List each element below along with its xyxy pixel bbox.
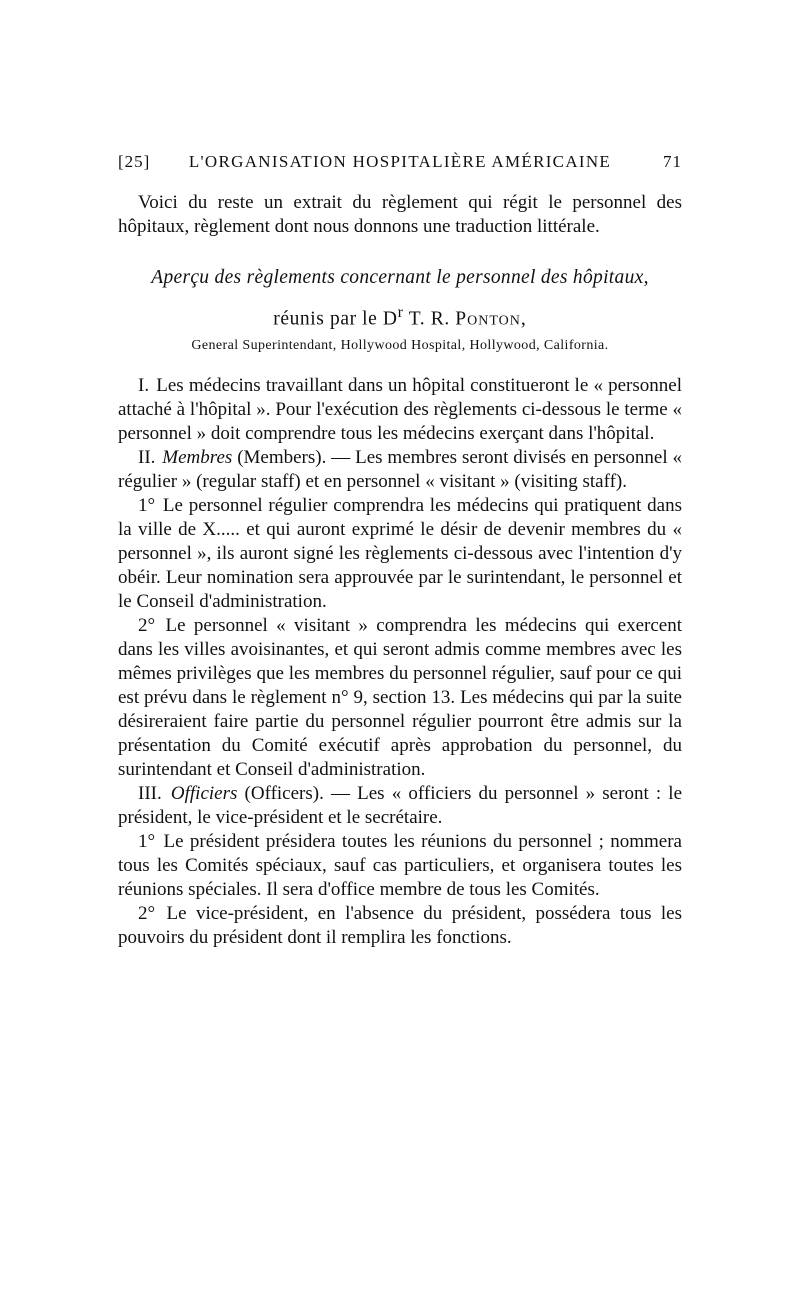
compiler-initials: T. R. — [403, 308, 456, 330]
page-body — [118, 191, 682, 950]
intro-paragraph: Voici du reste un extrait du règlement qui régit le personnel des hôpitaux, règlement dont nous donnons une traduction littérale. — [118, 192, 682, 237]
section-numeral: I. — [138, 374, 150, 396]
regulations-heading: Aperçu des règlements concernant le personnel des hôpitaux, — [151, 267, 649, 288]
page-number: 71 — [663, 152, 682, 171]
section-ii-paragraph — [118, 446, 682, 494]
compiler-name: Ponton, — [455, 308, 527, 330]
section-text: (Officers). — Les « officiers du personnel » seront : le président, le vice-président et le secrétaire. — [118, 782, 683, 828]
compiler-affiliation: General Superintendant, Hollywood Hospital, Hollywood, California. — [191, 337, 609, 353]
subsection-numeral: 2° — [138, 902, 156, 924]
section-text: Les médecins travaillant dans un hôpital constitueront le « personnel attaché à l'hôpital ». Pour l'exécution des règlements ci-dessous le terme « personnel » doit comprendre tous les médecins exerçant dans l'hôpital. — [118, 374, 682, 444]
subsection-paragraph — [118, 902, 682, 950]
subsection-text: Le personnel « visitant » comprendra les médecins qui exercent dans les villes avoisinantes, et qui seront admis comme membres avec les mêmes privilèges que les membres du personnel régulier, sauf pour ce qui est prévu dans le règlement n° 9, section 13. Les médecins qui par la suite désireraient faire partie du personnel régulier pourront être admis sur la présentation du Comité exécutif après approbation du personnel, du surintendant et Conseil d'administration. — [118, 614, 682, 780]
section-i-paragraph — [118, 374, 682, 446]
subsection-paragraph — [118, 830, 682, 902]
section-numeral: III. — [138, 782, 162, 804]
section-name: Membres — [162, 446, 233, 468]
subsection-text: Le vice-président, en l'absence du président, possédera tous les pouvoirs du président dont il remplira les fonctions. — [118, 902, 682, 948]
section-text: (Members). — Les membres seront divisés en personnel « régulier » (regular staff) et en personnel « visitant » (visiting staff). — [118, 446, 683, 492]
subsection-numeral: 1° — [138, 494, 156, 516]
page-reference: [25] — [118, 152, 151, 171]
compiler-title-sup: r — [397, 303, 404, 321]
subsection-paragraph — [118, 494, 682, 614]
section-name: Officiers — [170, 782, 238, 804]
section-iii-paragraph — [118, 782, 682, 830]
running-title: L'ORGANISATION HOSPITALIÈRE AMÉRICAINE — [188, 152, 612, 171]
subsection-paragraph — [118, 614, 682, 782]
subsection-text: Le personnel régulier comprendra les médecins qui pratiquent dans la ville de X..... et qui auront exprimé le désir de devenir membres du « personnel », ils auront signé les règlements ci-dessous avec l'intention d'y obéir. Leur nomination sera approuvée par le surintendant, le personnel et le Conseil d'administration. — [118, 494, 682, 612]
regulations-compiler — [118, 300, 682, 332]
subsection-numeral: 2° — [138, 614, 156, 636]
running-header — [118, 152, 682, 176]
subsection-text: Le président présidera toutes les réunions du personnel ; nommera tous les Comités spéciaux, sauf cas particuliers, et organisera toutes les réunions spéciales. Il sera d'office membre de tous les Comités. — [118, 830, 682, 900]
subsection-numeral: 1° — [138, 830, 156, 852]
compiler-prefix: réunis par le D — [273, 308, 398, 330]
section-numeral: II. — [138, 446, 156, 468]
